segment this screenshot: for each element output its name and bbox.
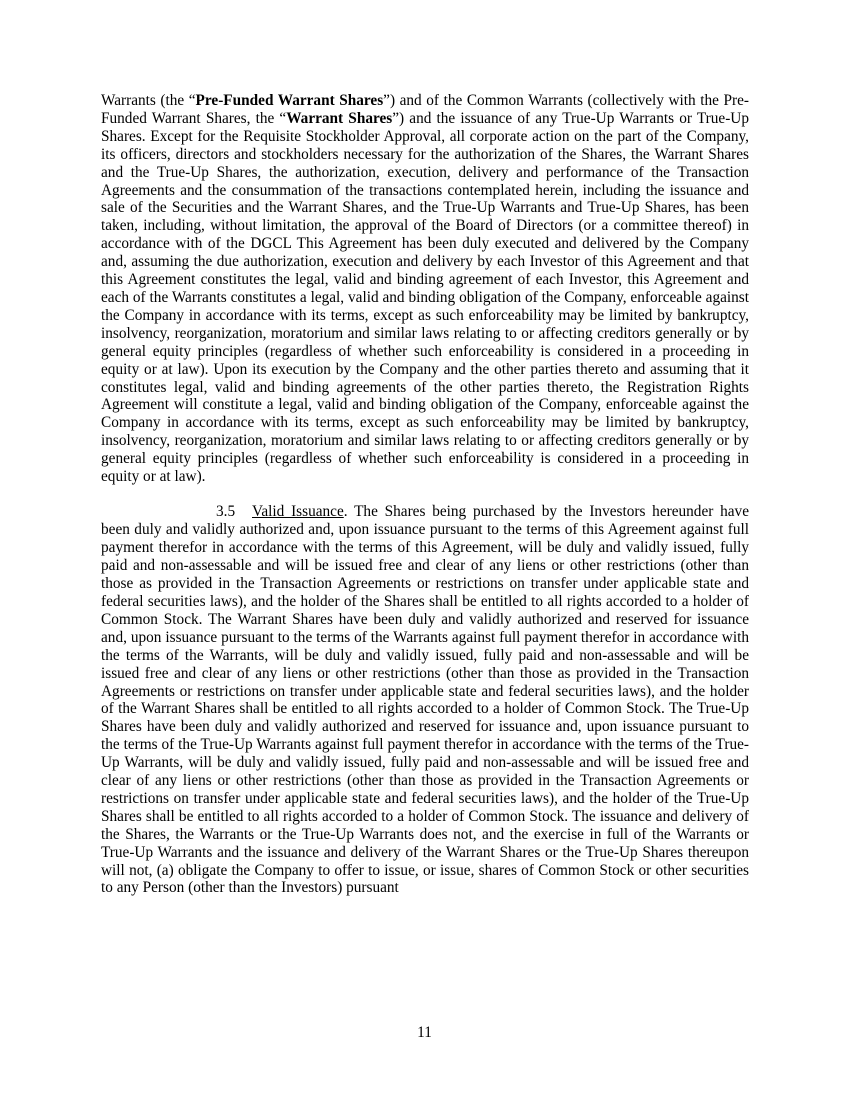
section-3-5-valid-issuance — [101, 503, 749, 897]
section-number: 3.5 — [216, 503, 236, 521]
paragraph-text: ”) and the issuance of any True-Up Warrants or True-Up Shares. Except for the Requisite Stockholder Approval, all corporate action on the part of the Company, its officers, directors and stockholders necessary for the authorization of the Shares, the Warrant Shares and the True-Up Shares, the authorization, execution, delivery and performance of the Transaction Agreements and the consummation of the transactions contemplated herein, including the issuance and sale of the Securities and the Warrant Shares, and the True-Up Warrants and True-Up Shares, has been taken, including, without limitation, the approval of the Board of Directors (or a committee thereof) in accordance with of the DGCL This Agreement has been duly executed and delivered by the Company and, assuming the due authorization, execution and delivery by each Investor of this Agreement and that this Agreement constitutes the legal, valid and binding agreement of each Investor, this Agreement and each of the Warrants constitutes a legal, valid and binding obligation of the Company, enforceable against the Company in accordance with its terms, except as such enforceability may be limited by bankruptcy, insolvency, reorganization, moratorium and similar laws relating to or affecting creditors generally or by general equity principles (regardless of whether such enforceability is considered in a proceeding in equity or at law). Upon its execution by the Company and the other parties thereto and assuming that it constitutes legal, valid and binding agreements of the other parties thereto, the Registration Rights Agreement will constitute a legal, valid and binding obligation of the Company, enforceable against the Company in accordance with its terms, except as such enforceability may be limited by bankruptcy, insolvency, reorganization, moratorium and similar laws relating to or affecting creditors generally or by general equity principles (regardless of whether such enforceability is considered in a proceeding in equity or at law). — [101, 109, 749, 486]
section-heading: Valid Issuance — [252, 503, 344, 521]
defined-term-warrant-shares: Warrant Shares — [286, 109, 393, 127]
paragraph-warrant-authorization — [101, 92, 749, 486]
defined-term-pre-funded-warrant-shares: Pre-Funded Warrant Shares — [195, 92, 384, 109]
paragraph-text: Warrants (the “ — [101, 92, 196, 109]
document-page — [101, 92, 749, 897]
paragraph-text: ”) and of the Common Warrants (collectively with the Pre-Funded Warrant Shares, the “ — [101, 92, 750, 127]
page-number: 11 — [417, 1024, 432, 1041]
section-text: . The Shares being purchased by the Investors hereunder have been duly and validly authorized and, upon issuance pursuant to the terms of this Agreement against full payment therefor in accordance with the terms of this Agreement, will be duly and validly issued, fully paid and non-assessable and will be issued free and clear of any liens or other restrictions (other than those as provided in the Transaction Agreements or restrictions on transfer under applicable state and federal securities laws), and the holder of the Shares shall be entitled to all rights accorded to a holder of Common Stock. The Warrant Shares have been duly and validly authorized and reserved for issuance and, upon issuance pursuant to the terms of the Warrants against full payment therefor in accordance with the terms of the Warrants, will be duly and validly issued, fully paid and non-assessable and will be issued free and clear of any liens or other restrictions (other than those as provided in the Transaction Agreements or restrictions on transfer under applicable state and federal securities laws), and the holder of the Warrant Shares shall be entitled to all rights accorded to a holder of Common Stock. The True-Up Shares have been duly and validly authorized and reserved for issuance and, upon issuance pursuant to the terms of the True-Up Warrants against full payment therefor in accordance with the terms of the True-Up Warrants, will be duly and validly issued, fully paid and non-assessable and will be issued free and clear of any liens or other restrictions (other than those as provided in the Transaction Agreements or restrictions on transfer under applicable state and federal securities laws), and the holder of the True-Up Shares shall be entitled to all rights accorded to a holder of Common Stock. The issuance and delivery of the Shares, the Warrants or the True-Up Warrants does not, and the exercise in full of the Warrants or True-Up Warrants and the issuance and delivery of the Warrant Shares or the True-Up Shares thereupon will not, (a) obligate the Company to offer to issue, or issue, shares of Common Stock or other securities to any Person (other than the Investors) pursuant — [101, 503, 749, 897]
